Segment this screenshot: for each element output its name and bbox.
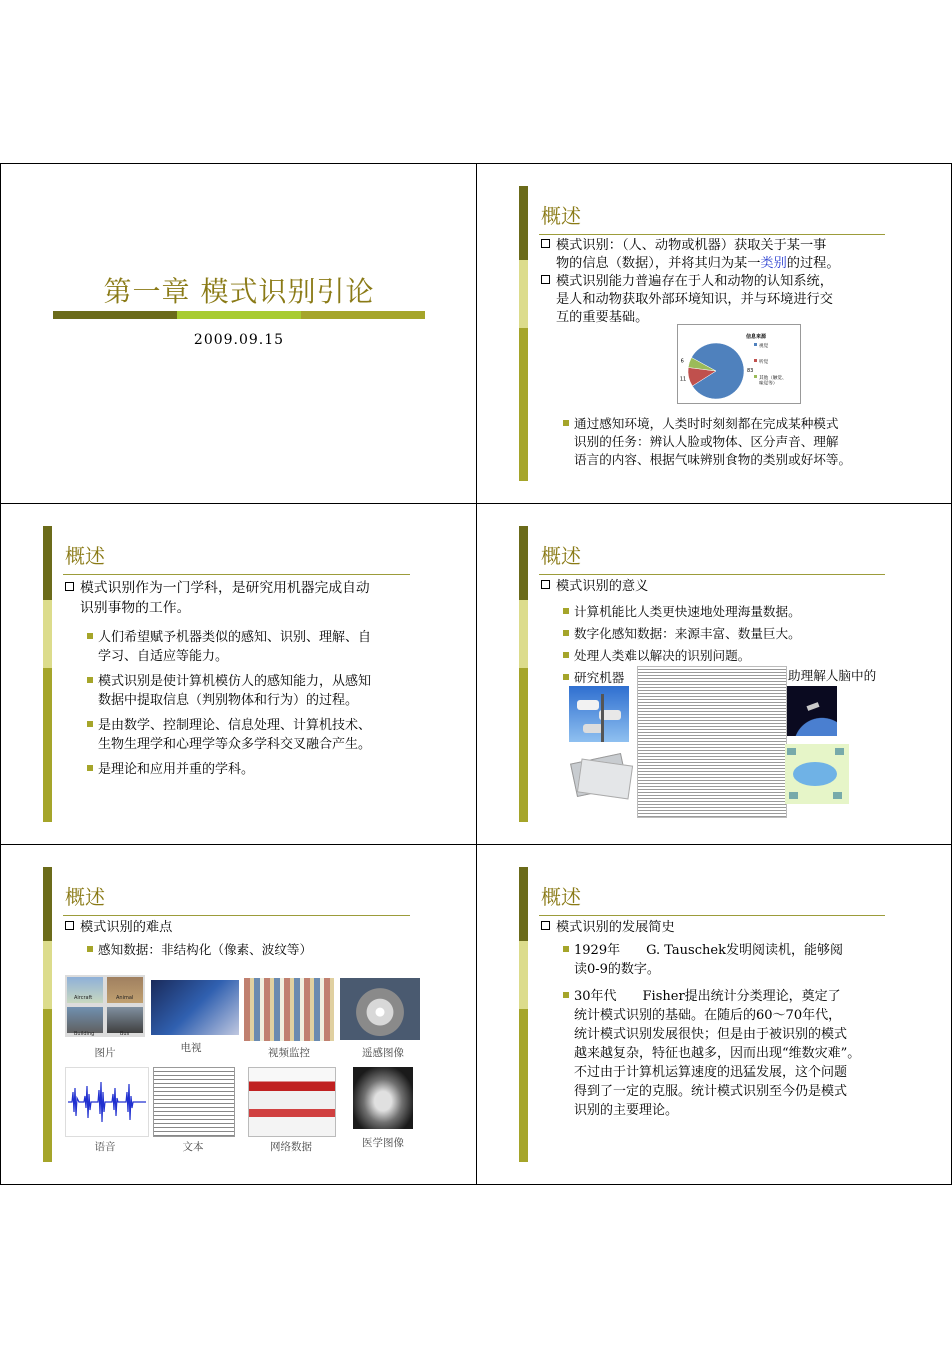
pie-legend	[754, 342, 787, 387]
caption-text: 文本	[182, 1141, 204, 1153]
legend-swatch-0	[754, 343, 757, 346]
picture-thumbnails: Aircraft Animal Building Bus	[65, 975, 145, 1037]
bullet-history: 模式识别的发展简史	[541, 919, 675, 937]
sub-bullet-1929: 1929年 G. Tauschek发明阅读机，能够阅 读0-9的数字。	[563, 941, 943, 979]
slide-title: 概述	[65, 885, 105, 909]
text-document-image	[637, 666, 787, 818]
caption-speech: 语音	[94, 1141, 116, 1153]
slide-4	[476, 503, 952, 845]
caption-picture: 图片	[94, 1047, 116, 1059]
slide-bar	[43, 867, 52, 1162]
slide-6	[476, 844, 952, 1185]
caption-video: 视频监控	[268, 1047, 310, 1059]
info-source-chart	[677, 324, 801, 404]
pie-svg	[678, 325, 800, 403]
slide-bar	[519, 526, 528, 822]
sub-bullets: 计算机能比人类更快速地处理海量数据。 数字化感知数据：来源丰富、数量巨大。 处理人类难以解决的识别问题。 研究机器	[563, 601, 943, 689]
pie-data-label-0: 83	[746, 367, 754, 374]
sub-bullet-perception: 通过感知环境，人类时时刻刻都在完成某种模式 识别的任务：辨认人脸或物体、区分声音、理解 语言的内容、根据气味辨别食物的类别或好坏等。	[563, 415, 943, 469]
slide-title: 概述	[65, 544, 105, 568]
pie-data-label-1: 11	[679, 376, 687, 383]
caption-web: 网络数据	[270, 1141, 312, 1153]
slide-bar	[519, 867, 528, 1162]
chapter-title: 第一章 模式识别引论	[103, 275, 375, 308]
newspapers-image	[569, 748, 633, 798]
tv-image	[151, 980, 239, 1035]
slide-title: 概述	[541, 885, 581, 909]
caption-medical: 医学图像	[362, 1137, 404, 1149]
slide-5	[0, 844, 477, 1185]
legend-swatch-2	[754, 375, 757, 378]
bullet-discipline: 模式识别作为一门学科，是研究用机器完成自动 识别事物的工作。	[65, 578, 465, 618]
bullet-significance: 模式识别的意义	[541, 578, 648, 596]
remote-sensing-image	[340, 978, 420, 1040]
slide-1-title	[0, 163, 477, 504]
title-rule	[53, 311, 425, 319]
legend-label-1: 听觉	[759, 360, 769, 365]
satellite-image	[787, 686, 837, 736]
sub-bullet-unstructured: 感知数据：非结构化（像素、波纹等）	[87, 941, 312, 959]
slide-title: 概述	[541, 204, 581, 228]
title-underline	[63, 574, 410, 575]
handout-sheet	[0, 163, 952, 1185]
speech-waveform-image	[65, 1067, 149, 1137]
sub-bullet-1930s: 30年代 Fisher提出统计分类理论，奠定了 统计模式识别的基础。在随后的60～70年代， 统计模式识别发展很快；但是由于被识别的模式 越来越复杂，特征也越多，因而出现“维数灾难”。 不过由于计算机运算速度的迅猛发展，这个问题 得到了一定的克服。统计模式识别至今仍是模式 识别的主要理论。	[563, 987, 943, 1120]
sub-bullets: 人们希望赋予机器类似的感知、识别、理解、自 学习、自适应等能力。 模式识别是使计算机模仿人的感知能力，从感知 数据中提取信息（判别物体和行为）的过程。 是由数学、控制理论、信息处理、计算机技术、 生物生理学和心理学等众多学科交叉融合产生。 是理论和应用并重的学科。	[87, 628, 467, 779]
legend-swatch-1	[754, 359, 757, 362]
category-link[interactable]: 类别	[760, 256, 787, 271]
sub-bullet-tail: 助理解人脑中的	[788, 668, 877, 683]
title-underline	[539, 915, 885, 916]
video-surveillance-image	[244, 978, 334, 1041]
slide-title: 概述	[541, 544, 581, 568]
slide-2	[476, 163, 952, 504]
medical-xray-image	[353, 1067, 413, 1129]
date-text: 2009.09.15	[193, 332, 285, 348]
bullet-definition: 模式识别：（人、动物或机器）获取关于某一事 物的信息（数据），并将其归为某一类别的过程。 模式识别能力普遍存在于人和动物的认知系统， 是人和动物获取外部环境知识，并与环境进行交 互的重要基础。	[541, 237, 941, 327]
cctv-camera-image	[569, 686, 629, 742]
title-underline	[539, 574, 885, 575]
slide-bar	[519, 186, 528, 481]
title-underline	[63, 915, 410, 916]
legend-label-2: 其他（触觉、味觉等）	[759, 376, 787, 387]
slide-bar	[43, 526, 52, 822]
legend-label-0: 视觉	[759, 344, 769, 349]
title-underline	[539, 234, 885, 235]
web-data-image	[248, 1067, 336, 1137]
bullet-difficulty: 模式识别的难点	[65, 919, 172, 937]
chart-title: 信息来源	[746, 334, 767, 340]
network-image	[785, 744, 849, 804]
caption-tv: 电视	[180, 1042, 202, 1054]
text-image	[153, 1067, 235, 1137]
slide-3	[0, 503, 477, 845]
pie-slices	[688, 343, 744, 399]
pie-data-label-2: 6	[680, 358, 684, 365]
caption-remote: 遥感图像	[362, 1047, 404, 1059]
